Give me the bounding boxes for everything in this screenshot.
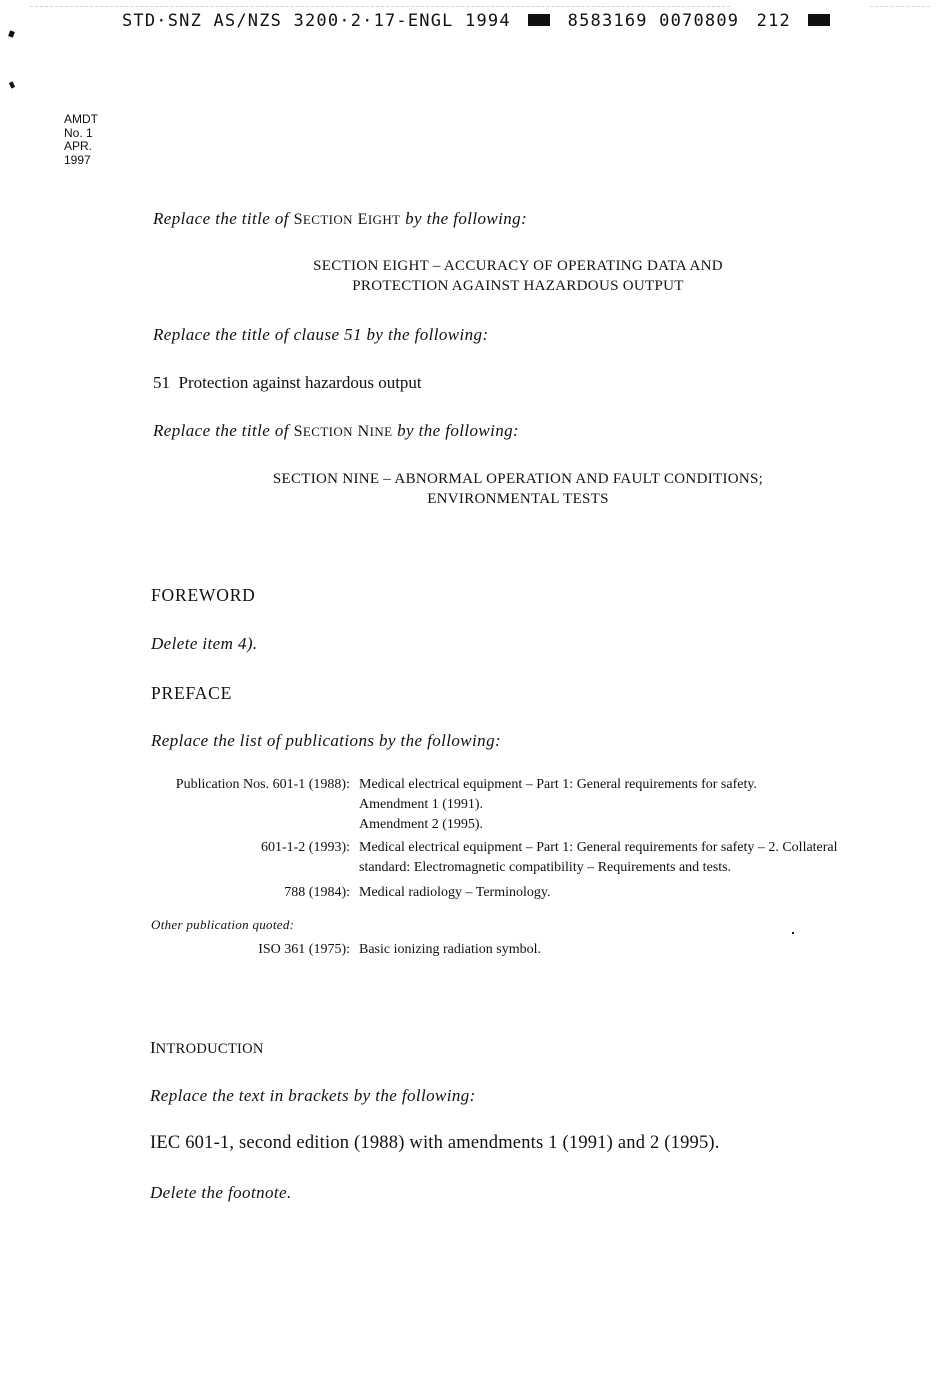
document-code-header [122,11,836,31]
publication-title: standard: Electromagnetic compatibility – Requirements and tests. [359,860,732,875]
barcode-number: 8583169 0070809 [567,11,740,31]
introduction-instruction: Replace the text in brackets by the following: [150,1086,476,1105]
redaction-block [528,14,550,26]
publication-title: Medical radiology – Terminology. [359,885,551,900]
section-nine-instruction: Replace the title of SECTION NINE by the following: [153,421,520,440]
preface-instruction: Replace the list of publications by the following: [151,731,502,750]
publication-title: Medical electrical equipment – Part 1: General requirements for safety. [359,777,757,792]
publication-amendment: Amendment 1 (1991). [359,797,484,812]
redaction-block [808,14,830,26]
other-publication-label: Other publication quoted: [151,917,295,932]
publication-number: Publication Nos. 601-1 (1988): [175,777,350,792]
scan-speck [8,30,15,37]
foreword-heading: FOREWORD [151,585,256,605]
section-eight-instruction: Replace the title of SECTION EIGHT by the following: [153,209,528,228]
introduction-heading: INTRODUCTION [150,1038,264,1057]
publication-title: Medical electrical equipment – Part 1: General requirements for safety – 2. Collateral [359,840,838,855]
scan-speck [9,81,15,88]
scan-edge-line [870,6,930,8]
publication-amendment: Amendment 2 (1995). [359,817,484,832]
foreword-instruction: Delete item 4). [151,634,258,653]
page-code: 212 [756,11,791,31]
section-eight-title: SECTION EIGHT – ACCURACY OF OPERATING DATA AND PROTECTION AGAINST HAZARDOUS OUTPUT [313,258,723,294]
scan-speck [792,932,794,934]
scan-edge-line [30,6,730,8]
publication-title: Basic ionizing radiation symbol. [359,942,541,957]
publication-number: 601-1-2 (1993): [260,840,350,855]
section-nine-title: SECTION NINE – ABNORMAL OPERATION AND FAULT CONDITIONS; ENVIRONMENTAL TESTS [272,471,764,507]
clause-51-instruction: Replace the title of clause 51 by the following: [153,325,489,344]
footnote-instruction: Delete the footnote. [150,1183,292,1202]
introduction-text: IEC 601-1, second edition (1988) with amendments 1 (1991) and 2 (1995). [150,1133,720,1153]
amendment-note: AMDT No. 1 APR. 1997 [64,112,98,167]
clause-51-title: 51 Protection against hazardous output [153,373,422,392]
preface-heading: PREFACE [151,683,233,703]
publication-number: ISO 361 (1975): [258,942,350,957]
publication-number: 788 (1984): [284,885,350,900]
standard-code: STD·SNZ AS/NZS 3200·2·17-ENGL 1994 [122,11,511,31]
